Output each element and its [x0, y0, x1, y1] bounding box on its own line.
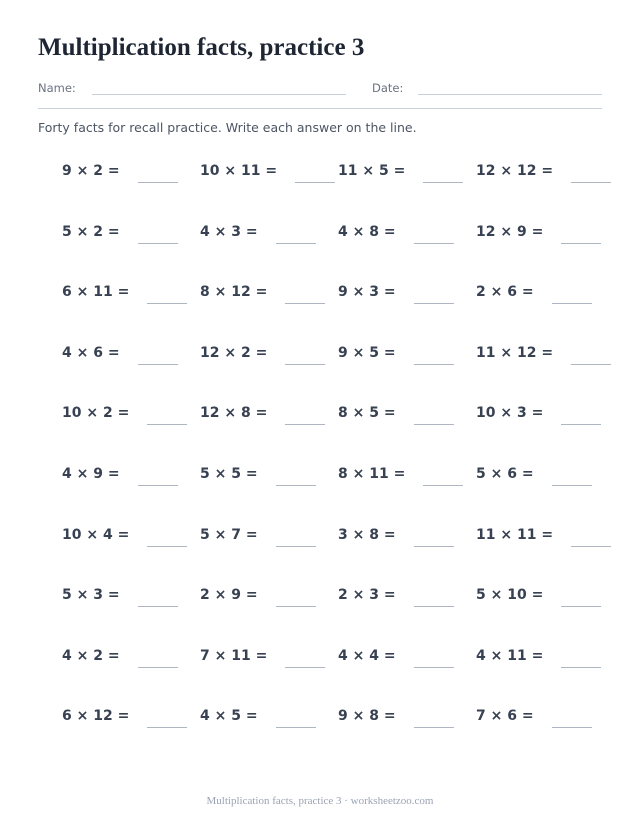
worksheet-title: Multiplication facts, practice 3 — [38, 34, 365, 61]
answer-line[interactable] — [276, 606, 316, 607]
fact-expression: 11 × 11 = — [476, 526, 554, 543]
fact-item — [476, 224, 612, 248]
answer-line[interactable] — [276, 243, 316, 244]
answer-line[interactable] — [276, 546, 316, 547]
fact-item — [338, 405, 474, 429]
fact-expression: 7 × 11 = — [200, 647, 268, 664]
fact-expression: 4 × 2 = — [62, 647, 120, 664]
fact-item — [200, 224, 336, 248]
name-line[interactable] — [92, 94, 346, 95]
answer-line[interactable] — [571, 364, 611, 365]
answer-line[interactable] — [423, 182, 463, 183]
fact-item — [62, 284, 198, 308]
answer-line[interactable] — [285, 424, 325, 425]
fact-item — [338, 284, 474, 308]
answer-line[interactable] — [561, 606, 601, 607]
answer-line[interactable] — [414, 546, 454, 547]
fact-expression: 10 × 11 = — [200, 163, 278, 179]
date-label: Date: — [372, 81, 404, 95]
answer-line[interactable] — [138, 667, 178, 668]
answer-line[interactable] — [414, 364, 454, 365]
answer-line[interactable] — [414, 727, 454, 728]
fact-expression: 6 × 11 = — [62, 284, 130, 301]
fact-expression: 8 × 11 = — [338, 466, 406, 482]
fact-expression: 4 × 4 = — [338, 647, 396, 664]
fact-item — [62, 466, 198, 490]
fact-item — [476, 405, 612, 429]
answer-line[interactable] — [561, 667, 601, 668]
answer-line[interactable] — [414, 606, 454, 607]
fact-expression: 12 × 8 = — [200, 405, 268, 422]
answer-line[interactable] — [552, 303, 592, 304]
answer-line[interactable] — [147, 546, 187, 547]
fact-expression: 11 × 12 = — [476, 344, 554, 361]
fact-item — [200, 587, 336, 611]
fact-expression: 5 × 6 = — [476, 466, 534, 482]
fact-item — [476, 708, 612, 732]
fact-item — [338, 587, 474, 611]
answer-line[interactable] — [138, 182, 178, 183]
fact-expression: 4 × 8 = — [338, 223, 396, 240]
answer-line[interactable] — [138, 485, 178, 486]
fact-item — [62, 345, 198, 369]
fact-item — [200, 708, 336, 732]
fact-item — [338, 708, 474, 732]
answer-line[interactable] — [571, 182, 611, 183]
answer-line[interactable] — [295, 182, 335, 183]
fact-expression: 2 × 9 = — [200, 587, 258, 604]
fact-expression: 7 × 6 = — [476, 708, 534, 725]
fact-expression: 4 × 6 = — [62, 344, 120, 361]
answer-line[interactable] — [147, 424, 187, 425]
fact-expression: 11 × 5 = — [338, 163, 406, 179]
answer-line[interactable] — [147, 303, 187, 304]
fact-item — [62, 405, 198, 429]
fact-item — [62, 527, 198, 551]
fact-item — [476, 163, 612, 187]
fact-expression: 9 × 2 = — [62, 163, 120, 179]
fact-expression: 5 × 5 = — [200, 466, 258, 482]
fact-item — [476, 527, 612, 551]
answer-line[interactable] — [285, 303, 325, 304]
fact-item — [476, 345, 612, 369]
fact-item — [338, 648, 474, 672]
fact-item — [200, 163, 336, 187]
fact-item — [338, 345, 474, 369]
fact-item — [476, 648, 612, 672]
fact-expression: 3 × 8 = — [338, 526, 396, 543]
fact-expression: 5 × 7 = — [200, 526, 258, 543]
fact-expression: 10 × 3 = — [476, 405, 544, 422]
fact-item — [338, 163, 474, 187]
answer-line[interactable] — [571, 546, 611, 547]
fact-expression: 12 × 9 = — [476, 223, 544, 240]
fact-item — [200, 527, 336, 551]
date-line[interactable] — [418, 94, 602, 95]
fact-item — [200, 648, 336, 672]
answer-line[interactable] — [276, 485, 316, 486]
fact-expression: 9 × 5 = — [338, 344, 396, 361]
fact-expression: 4 × 3 = — [200, 223, 258, 240]
answer-line[interactable] — [138, 243, 178, 244]
name-date-bar — [38, 80, 602, 109]
answer-line[interactable] — [138, 606, 178, 607]
answer-line[interactable] — [285, 364, 325, 365]
fact-expression: 4 × 11 = — [476, 647, 544, 664]
answer-line[interactable] — [561, 243, 601, 244]
fact-expression: 8 × 12 = — [200, 284, 268, 301]
fact-item — [338, 466, 474, 490]
fact-item — [62, 587, 198, 611]
fact-item — [338, 527, 474, 551]
answer-line[interactable] — [285, 667, 325, 668]
instructions: Forty facts for recall practice. Write each answer on the line. — [38, 120, 417, 135]
answer-line[interactable] — [147, 727, 187, 728]
answer-line[interactable] — [414, 667, 454, 668]
fact-item — [200, 466, 336, 490]
fact-expression: 2 × 6 = — [476, 284, 534, 301]
page-footer: Multiplication facts, practice 3 · worksheetzoo.com — [206, 795, 434, 807]
fact-expression: 4 × 9 = — [62, 466, 120, 482]
fact-item — [200, 284, 336, 308]
fact-expression: 10 × 4 = — [62, 526, 130, 543]
fact-item — [62, 648, 198, 672]
fact-item — [476, 587, 612, 611]
name-label: Name: — [38, 81, 76, 95]
fact-expression: 5 × 3 = — [62, 587, 120, 604]
fact-expression: 8 × 5 = — [338, 405, 396, 422]
fact-expression: 9 × 8 = — [338, 708, 396, 725]
fact-expression: 4 × 5 = — [200, 708, 258, 725]
fact-item — [200, 345, 336, 369]
fact-item — [200, 405, 336, 429]
answer-line[interactable] — [138, 364, 178, 365]
answer-line[interactable] — [414, 303, 454, 304]
fact-expression: 12 × 12 = — [476, 163, 554, 179]
answer-line[interactable] — [414, 243, 454, 244]
fact-item — [62, 163, 198, 187]
answer-line[interactable] — [561, 424, 601, 425]
fact-expression: 2 × 3 = — [338, 587, 396, 604]
fact-expression: 10 × 2 = — [62, 405, 130, 422]
fact-expression: 12 × 2 = — [200, 344, 268, 361]
answer-line[interactable] — [276, 727, 316, 728]
fact-expression: 6 × 12 = — [62, 708, 130, 725]
answer-line[interactable] — [423, 485, 463, 486]
fact-item — [338, 224, 474, 248]
fact-item — [62, 708, 198, 732]
fact-expression: 9 × 3 = — [338, 284, 396, 301]
answer-line[interactable] — [552, 485, 592, 486]
fact-expression: 5 × 2 = — [62, 223, 120, 240]
answer-line[interactable] — [552, 727, 592, 728]
fact-expression: 5 × 10 = — [476, 587, 544, 604]
fact-item — [62, 224, 198, 248]
fact-item — [476, 466, 612, 490]
answer-line[interactable] — [414, 424, 454, 425]
fact-item — [476, 284, 612, 308]
